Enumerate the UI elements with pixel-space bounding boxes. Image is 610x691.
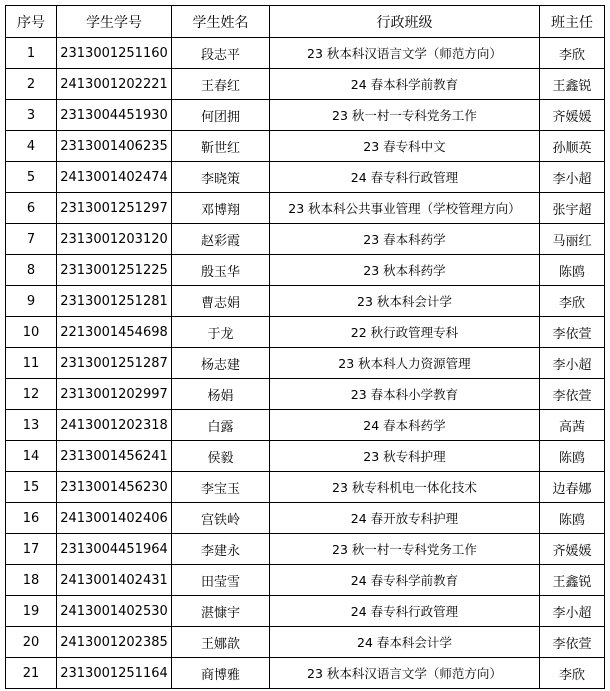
cell-student-name: 侯毅 (172, 441, 270, 472)
cell-student-id: 2313001251297 (57, 193, 172, 224)
cell-teacher: 李依萱 (540, 627, 605, 658)
cell-teacher: 马丽红 (540, 224, 605, 255)
cell-index: 12 (6, 379, 57, 410)
table-row (6, 286, 605, 317)
table-row (6, 69, 605, 100)
header-row (6, 6, 605, 38)
cell-class: 23 秋专科机电一体化技术 (270, 472, 540, 503)
header-student-id: 学生学号 (57, 6, 172, 38)
cell-teacher: 齐媛媛 (540, 100, 605, 131)
cell-student-name: 段志平 (172, 38, 270, 69)
cell-class: 23 秋本科汉语言文学（师范方向） (270, 658, 540, 689)
cell-teacher: 孙顺英 (540, 131, 605, 162)
cell-teacher: 李欣 (540, 38, 605, 69)
cell-index: 6 (6, 193, 57, 224)
cell-teacher: 齐媛媛 (540, 534, 605, 565)
cell-teacher: 李小超 (540, 348, 605, 379)
cell-student-name: 殷玉华 (172, 255, 270, 286)
cell-student-id: 2413001202221 (57, 69, 172, 100)
cell-student-id: 2313004451964 (57, 534, 172, 565)
table-row (6, 162, 605, 193)
cell-class: 24 春专科行政管理 (270, 162, 540, 193)
cell-teacher: 陈鸥 (540, 503, 605, 534)
cell-teacher: 李依萱 (540, 379, 605, 410)
cell-student-name: 赵彩霞 (172, 224, 270, 255)
cell-class: 24 春专科学前教育 (270, 565, 540, 596)
cell-index: 16 (6, 503, 57, 534)
cell-student-id: 2413001402474 (57, 162, 172, 193)
cell-teacher: 陈鸥 (540, 441, 605, 472)
cell-student-id: 2413001402530 (57, 596, 172, 627)
cell-teacher: 张宇超 (540, 193, 605, 224)
table-row (6, 317, 605, 348)
cell-student-id: 2313001406235 (57, 131, 172, 162)
student-table (5, 5, 605, 689)
cell-teacher: 高茜 (540, 410, 605, 441)
cell-class: 22 秋行政管理专科 (270, 317, 540, 348)
cell-student-name: 靳世红 (172, 131, 270, 162)
cell-index: 1 (6, 38, 57, 69)
cell-student-name: 杨娟 (172, 379, 270, 410)
cell-student-name: 李宝玉 (172, 472, 270, 503)
cell-index: 14 (6, 441, 57, 472)
cell-teacher: 陈鸥 (540, 255, 605, 286)
cell-class: 23 春专科中文 (270, 131, 540, 162)
cell-teacher: 王鑫锐 (540, 565, 605, 596)
cell-student-name: 王娜歆 (172, 627, 270, 658)
cell-index: 18 (6, 565, 57, 596)
cell-teacher: 李欣 (540, 658, 605, 689)
cell-index: 5 (6, 162, 57, 193)
cell-student-id: 2313001456241 (57, 441, 172, 472)
cell-index: 9 (6, 286, 57, 317)
cell-student-id: 2413001402431 (57, 565, 172, 596)
table-row (6, 658, 605, 689)
table-row (6, 410, 605, 441)
cell-student-name: 湛慷宇 (172, 596, 270, 627)
cell-student-name: 商博雅 (172, 658, 270, 689)
cell-student-id: 2313001251287 (57, 348, 172, 379)
table-row (6, 193, 605, 224)
header-teacher: 班主任 (540, 6, 605, 38)
cell-index: 19 (6, 596, 57, 627)
cell-class: 23 秋本科人力资源管理 (270, 348, 540, 379)
table-row (6, 534, 605, 565)
cell-class: 23 秋一村一专科党务工作 (270, 534, 540, 565)
cell-index: 7 (6, 224, 57, 255)
cell-student-id: 2313001456230 (57, 472, 172, 503)
table-row (6, 255, 605, 286)
cell-student-name: 李晓策 (172, 162, 270, 193)
cell-student-id: 2413001202385 (57, 627, 172, 658)
table-row (6, 627, 605, 658)
table-row (6, 38, 605, 69)
cell-student-id: 2313001202997 (57, 379, 172, 410)
cell-index: 15 (6, 472, 57, 503)
table-row (6, 131, 605, 162)
cell-class: 23 秋本科会计学 (270, 286, 540, 317)
cell-index: 4 (6, 131, 57, 162)
cell-teacher: 李小超 (540, 162, 605, 193)
table-row (6, 441, 605, 472)
cell-class: 24 春专科行政管理 (270, 596, 540, 627)
cell-class: 23 秋本科汉语言文学（师范方向） (270, 38, 540, 69)
cell-student-id: 2413001202318 (57, 410, 172, 441)
cell-student-name: 于龙 (172, 317, 270, 348)
table-row (6, 379, 605, 410)
cell-class: 23 秋本科药学 (270, 255, 540, 286)
cell-student-name: 邓博翔 (172, 193, 270, 224)
cell-index: 17 (6, 534, 57, 565)
header-student-name: 学生姓名 (172, 6, 270, 38)
cell-student-id: 2313004451930 (57, 100, 172, 131)
cell-student-id: 2413001402406 (57, 503, 172, 534)
cell-teacher: 边春娜 (540, 472, 605, 503)
cell-index: 2 (6, 69, 57, 100)
cell-index: 13 (6, 410, 57, 441)
cell-index: 10 (6, 317, 57, 348)
cell-student-id: 2313001251164 (57, 658, 172, 689)
cell-teacher: 李欣 (540, 286, 605, 317)
cell-index: 21 (6, 658, 57, 689)
cell-student-id: 2313001203120 (57, 224, 172, 255)
cell-index: 20 (6, 627, 57, 658)
cell-student-id: 2313001251225 (57, 255, 172, 286)
cell-index: 8 (6, 255, 57, 286)
cell-class: 24 春本科会计学 (270, 627, 540, 658)
table-row (6, 348, 605, 379)
cell-student-id: 2313001251281 (57, 286, 172, 317)
cell-student-name: 杨志建 (172, 348, 270, 379)
cell-student-id: 2213001454698 (57, 317, 172, 348)
cell-teacher: 王鑫锐 (540, 69, 605, 100)
cell-class: 23 秋本科公共事业管理（学校管理方向） (270, 193, 540, 224)
table-row (6, 224, 605, 255)
header-index: 序号 (6, 6, 57, 38)
table-row (6, 503, 605, 534)
cell-class: 24 春本科学前教育 (270, 69, 540, 100)
cell-student-name: 王春红 (172, 69, 270, 100)
table-row (6, 565, 605, 596)
cell-class: 23 秋一村一专科党务工作 (270, 100, 540, 131)
cell-teacher: 李小超 (540, 596, 605, 627)
cell-student-name: 何团拥 (172, 100, 270, 131)
cell-class: 24 春本科药学 (270, 410, 540, 441)
cell-class: 23 春本科小学教育 (270, 379, 540, 410)
cell-class: 24 春开放专科护理 (270, 503, 540, 534)
cell-student-name: 白露 (172, 410, 270, 441)
cell-class: 23 春本科药学 (270, 224, 540, 255)
header-class: 行政班级 (270, 6, 540, 38)
cell-student-name: 李建永 (172, 534, 270, 565)
cell-student-name: 田莹雪 (172, 565, 270, 596)
table-row (6, 100, 605, 131)
cell-class: 23 秋专科护理 (270, 441, 540, 472)
cell-index: 3 (6, 100, 57, 131)
cell-index: 11 (6, 348, 57, 379)
cell-student-id: 2313001251160 (57, 38, 172, 69)
table-row (6, 596, 605, 627)
cell-student-name: 曹志娟 (172, 286, 270, 317)
cell-student-name: 宫铁岭 (172, 503, 270, 534)
cell-teacher: 李依萱 (540, 317, 605, 348)
table-row (6, 472, 605, 503)
